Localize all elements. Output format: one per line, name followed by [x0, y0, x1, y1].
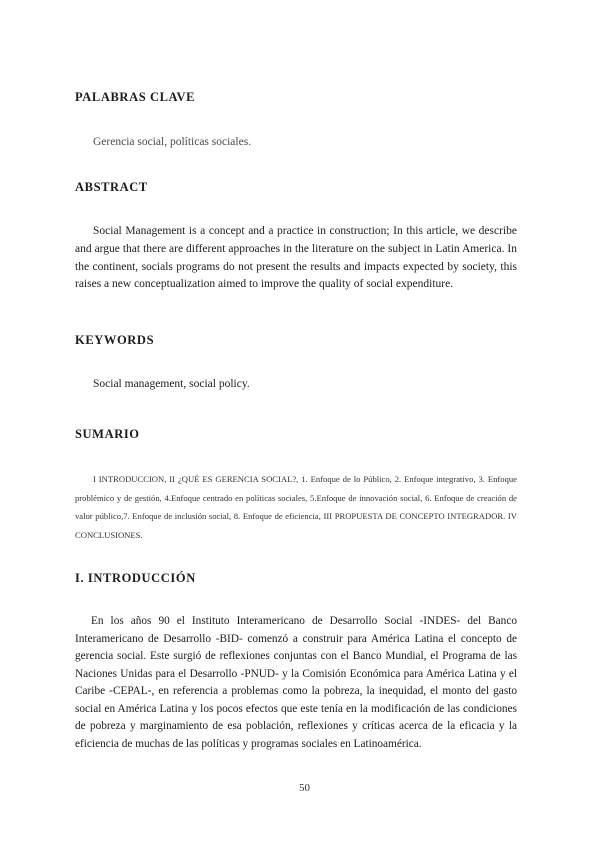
page-number: 50: [299, 782, 310, 794]
sumario-paragraph: I INTRODUCCION, II ¿QUÉ ES GERENCIA SOCIAL?, 1. Enfoque de lo Público, 2. Enfoque integrativo, 3. Enfoque problémico y de gestión, 4.Enfoque centrado en políticas sociales, 5.Enfoque de innovación social, 6. Enfoque de creación de valor público,7. Enfoque de inclusión social, 8. Enfoque de eficiencia, III PROPUESTA DE CONCEPTO INTEGRADOR. IV CONCLUSIONES.: [75, 474, 517, 540]
keywords-heading: KEYWORDS: [75, 333, 155, 347]
palabras-clave-heading: PALABRAS CLAVE: [75, 90, 196, 104]
introduccion-heading: I. INTRODUCCIÓN: [75, 571, 196, 585]
palabras-clave-text: Gerencia social, políticas sociales.: [93, 136, 252, 148]
abstract-heading: ABSTRACT: [75, 180, 148, 194]
abstract-paragraph: Social Management is a concept and a practice in construction; In this article, we describe and argue that there are different approaches in the literature on the subject in Latin America. In the continent, socials programs do not present the results and impacts expected by society, this raises a new conceptualization aimed to improve the quality of social expenditure.: [75, 225, 517, 291]
keywords-text: Social management, social policy.: [93, 378, 250, 390]
sumario-heading: SUMARIO: [75, 427, 140, 441]
introduccion-paragraph: En los años 90 el Instituto Interamericano de Desarrollo Social -INDES- del Banco Interamericano de Desarrollo -BID- comenzó a construir para América Latina el concepto de gerencia social. Este surgió de reflexiones conjuntas con el Banco Mundial, el Programa de las Naciones Unidas para el Desarrollo -PNUD- y la Comisión Económica para América Latina y el Caribe -CEPAL-, en referencia a problemas como la pobreza, la inequidad, el monto del gasto social en América Latina y los pocos efectos que este tenía en la modificación de las condiciones de pobreza y marginamiento de esa población, reflexiones y críticas acerca de la eficacia y la eficiencia de muchas de las políticas y programas sociales en Latinoamérica.: [75, 615, 517, 750]
